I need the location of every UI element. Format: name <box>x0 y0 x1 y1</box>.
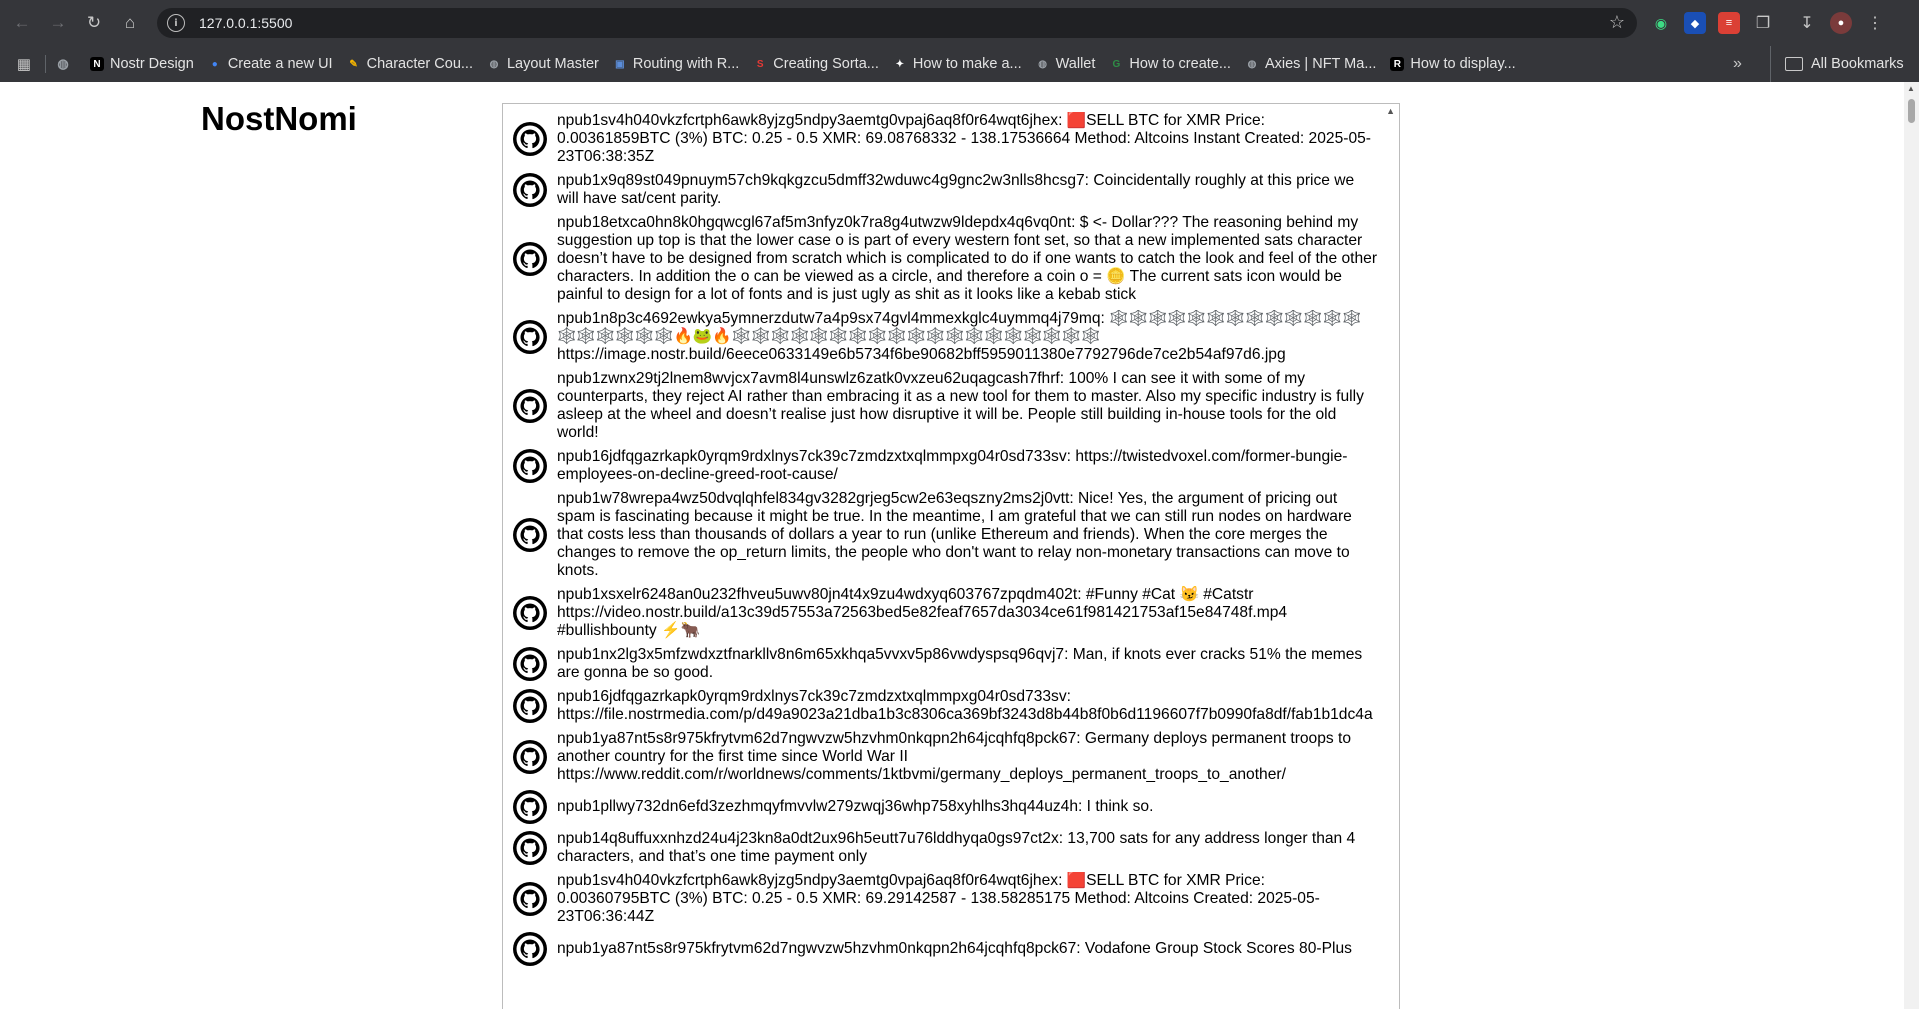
bookmark-list <box>90 56 1530 72</box>
post-text: npub18etxca0hn8k0hgqwcgl67af5m3nfyz0k7ra8g4utwzw9ldepdx4q6vq0nt: $ <- Dollar??? The reasoning behind my suggestion up top is that the lower case o is part of every western font set, so that a new implemented sats character doesn’t have to be designed from scratch which is complicated to do if one wants to catch the look and feel of the other characters. In addition the o can be viewed as a circle, and therefore a coin o = 🪙 The current sats icon would be painful to design for a lot of fonts and is just ugly as shit as it looks like a kebab stick <box>557 214 1378 303</box>
github-avatar-icon <box>513 932 547 966</box>
bookmark-label: How to display... <box>1410 56 1516 72</box>
apps-grid-icon[interactable]: ▦ <box>16 56 32 73</box>
scroll-up-arrow-icon[interactable]: ▲ <box>1907 84 1915 93</box>
post-item <box>503 872 1383 926</box>
site-info-icon[interactable]: i <box>167 14 185 32</box>
github-avatar-icon <box>513 449 547 483</box>
github-avatar-icon <box>513 518 547 552</box>
url-text[interactable]: 127.0.0.1:5500 <box>199 15 293 31</box>
back-arrow-icon[interactable]: ← <box>13 13 31 32</box>
post-text: npub1sv4h040vkzfcrtph6awk8yjzg5ndpy3aemtg0vpaj6aq8f0r64wqt6jhex: 🟥SELL BTC for XMR Price: 0.00360795BTC (3%) BTC: 0.25 - 0.5 XMR: 69.29142587 - 138.58285175 Method: Altcoins Created: 2025-05-23T06:36:44Z <box>557 872 1320 925</box>
download-icon[interactable]: ↧ <box>1800 15 1814 32</box>
notes-feed[interactable] <box>502 103 1400 1009</box>
menu-dots-icon[interactable]: ⋮ <box>1867 15 1883 32</box>
home-icon[interactable]: ⌂ <box>124 13 136 32</box>
bookmarks-bar <box>0 46 1919 82</box>
github-avatar-icon <box>513 173 547 207</box>
browser-chrome <box>0 0 1919 82</box>
bookmark-item[interactable] <box>613 56 739 72</box>
bookmark-label: How to make a... <box>912 56 1022 72</box>
github-avatar-icon <box>513 882 547 916</box>
scroll-thumb[interactable] <box>1908 99 1915 123</box>
post-item <box>503 932 1383 966</box>
bookmark-item[interactable] <box>1109 56 1231 72</box>
post-item <box>503 586 1383 640</box>
bookmark-label: Wallet <box>1055 56 1096 72</box>
post-text: npub1w78wrepa4wz50dvqlqhfel834gv3282grjeg5cw2e63eqszny2ms2j0vtt: Nice! Yes, the argument of pricing out spam is fascinating because it might be true. In the meantime, I am grateful that we can still run nodes on hardware that costs less than thousands of dollars a year to run (unlike Ethereum and friends). When the core merges the changes to remove the op_return limits, the people who don't want to relay non-monetary transactions can move to knots. <box>557 490 1352 579</box>
post-item <box>503 830 1383 866</box>
reload-icon[interactable]: ↻ <box>86 13 102 32</box>
folder-icon <box>1785 57 1803 71</box>
bookmark-label: How to create... <box>1129 56 1231 72</box>
post-text: npub14q8uffuxxnhzd24u4j23kn8a0dt2ux96h5eutt7u76lddhyqa0gs97ct2x: 13,700 sats for any address longer than 4 characters, and that’s one time payment only <box>557 830 1356 865</box>
profile-avatar[interactable]: ● <box>1830 12 1852 34</box>
bookmark-label: Axies | NFT Ma... <box>1264 56 1377 72</box>
person-icon: ✦ <box>895 58 905 70</box>
n-logo-icon: N <box>90 57 104 71</box>
color-dots-icon: ● <box>211 58 218 70</box>
globe-icon: ◍ <box>1038 58 1047 70</box>
post-item <box>503 490 1383 580</box>
post-item <box>503 172 1383 208</box>
all-bookmarks-label: All Bookmarks <box>1811 56 1904 72</box>
globe-icon: ◍ <box>1247 58 1257 70</box>
post-text: npub1n8p3c4692ewkya5ymnerzdutw7a4p9sx74gvl4mmexkglc4uymmq4j79mq: 🕸️🕸️🕸️🕸️🕸️🕸️🕸️🕸️🕸️🕸️🕸️🕸️🕸️🕸️🕸️🕸️🕸️🕸️🕸️🔥🐸🔥🕸️🕸️🕸️🕸️🕸️🕸️🕸️🕸️🕸️🕸️🕸️🕸️🕸️🕸️🕸️🕸️🕸️🕸️🕸️ https://image.nostr.build/6eece0633149e6b5734f6be90682bff5959011380e7792796de7ce2b54af97d6.jpg <box>557 310 1362 363</box>
bookmark-item[interactable] <box>487 56 599 72</box>
bookmark-label: Routing with R... <box>632 56 740 72</box>
all-bookmarks-folder[interactable] <box>1770 46 1904 82</box>
bookmarks-divider <box>45 55 46 73</box>
github-avatar-icon <box>513 647 547 681</box>
bookmark-label: Character Cou... <box>366 56 473 72</box>
todoist-extension-icon[interactable]: ≡ <box>1718 12 1740 34</box>
extensions-area <box>1650 8 1886 38</box>
post-text: npub1pllwy732dn6efd3zezhmqyfmvvlw279zwqj36whp758xyhlhs3hq44uz4h: I think so. <box>557 798 1154 815</box>
page-scrollbar[interactable] <box>1904 82 1919 1009</box>
post-item <box>503 112 1383 166</box>
feed-list <box>503 112 1383 972</box>
address-bar[interactable] <box>157 8 1637 38</box>
forward-arrow-icon[interactable]: → <box>49 13 67 32</box>
pencil-icon: ✎ <box>349 58 358 70</box>
bookmark-label: Layout Master <box>506 56 599 72</box>
r-logo-icon: R <box>1390 57 1404 71</box>
github-avatar-icon <box>513 740 547 774</box>
bookmark-item[interactable] <box>1390 56 1515 72</box>
bookmarks-overflow-icon[interactable]: » <box>1733 55 1742 72</box>
bookmark-label: Create a new UI <box>227 56 333 72</box>
post-text: npub1x9q89st049pnuym57ch9kqkgzcu5dmff32wduwc4g9gnc2w3nlls8hcsg7: Coincidentally roughly at this price we will have sat/cent parity. <box>557 172 1355 207</box>
bookmark-item[interactable] <box>90 56 194 72</box>
android-extension-icon[interactable]: ◉ <box>1654 14 1668 31</box>
post-item <box>503 646 1383 682</box>
post-item <box>503 448 1383 484</box>
post-text: npub16jdfqgazrkapk0yrqm9rdxlnys7ck39c7zmdzxtxqlmmpxg04r0sd733sv: https://file.nostrmedia.com/p/d49a9023a21dba1b3c8306ca369bf3243d8b44b8f0b6d1196607f7b0990fa8df/fab1b1dc4a <box>557 688 1373 723</box>
post-text: npub1ya87nt5s8r975kfrytvm62d7ngwvzw5hzvhm0nkqpn2h64jcqhfq8pck67: Vodafone Group Stock Scores 80-Plus <box>557 940 1352 957</box>
post-item <box>503 214 1383 304</box>
bookmark-globe[interactable] <box>56 57 76 71</box>
bookmark-item[interactable] <box>347 56 473 72</box>
github-avatar-icon <box>513 831 547 865</box>
shield-extension-icon[interactable]: ◆ <box>1684 12 1706 34</box>
post-item <box>503 310 1383 364</box>
post-item <box>503 370 1383 442</box>
post-item <box>503 730 1383 784</box>
bookmark-item[interactable] <box>753 56 879 72</box>
browser-toolbar <box>0 0 1919 46</box>
globe-icon: ◍ <box>57 56 69 71</box>
bookmark-star-icon[interactable]: ☆ <box>1608 12 1625 32</box>
github-avatar-icon <box>513 242 547 276</box>
bookmark-item[interactable] <box>1245 56 1376 72</box>
bookmark-item[interactable] <box>893 56 1022 72</box>
github-avatar-icon <box>513 320 547 354</box>
post-text: npub1nx2lg3x5mfzwdxztfnarkllv8n6m65xkhqa5vvxv5p86vwdyspsq96qvj7: Man, if knots ever cracks 51% the memes are gonna be so good. <box>557 646 1363 681</box>
page-icon: ▣ <box>615 58 625 70</box>
bookmark-label: Creating Sorta... <box>773 56 879 72</box>
feed-scroll-up-icon[interactable]: ▲ <box>1386 106 1395 116</box>
github-avatar-icon <box>513 389 547 423</box>
github-avatar-icon <box>513 689 547 723</box>
bookmark-label: Nostr Design <box>110 56 194 72</box>
page-title: NostNomi <box>201 100 357 137</box>
globe-icon: ◍ <box>489 58 499 70</box>
post-text: npub1sv4h040vkzfcrtph6awk8yjzg5ndpy3aemtg0vpaj6aq8f0r64wqt6jhex: 🟥SELL BTC for XMR Price: 0.00361859BTC (3%) BTC: 0.25 - 0.5 XMR: 69.08768332 - 138.17536664 Method: Altcoins Instant Created: 2025-05-23T06:38:35Z <box>557 112 1371 165</box>
post-text: npub1xsxelr6248an0u232fhveu5uwv80jn4t4x9zu4wdxyq603767zpqdm402t: #Funny #Cat 😼 #Catstr https://video.nostr.build/a13c39d57553a72563bed5e82feaf7657da3034ce61f981421753af15e84748f.mp4 #bullishbounty ⚡🐂 <box>557 586 1288 639</box>
post-item <box>503 688 1383 724</box>
bookmark-item[interactable] <box>1036 56 1096 72</box>
github-avatar-icon <box>513 122 547 156</box>
github-avatar-icon <box>513 790 547 824</box>
post-text: npub1ya87nt5s8r975kfrytvm62d7ngwvzw5hzvhm0nkqpn2h64jcqhfq8pck67: Germany deploys permanent troops to another country for the first time since World War II https://www.reddit.com/r/worldnews/comments/1ktbvmi/germany_deploys_permanent_troops_to_another/ <box>557 730 1352 783</box>
s-logo-icon: S <box>756 58 764 70</box>
post-text: npub16jdfqgazrkapk0yrqm9rdxlnys7ck39c7zmdzxtxqlmmpxg04r0sd733sv: https://twistedvoxel.com/former-bungie-employees-on-decline-greed-root-cause/ <box>557 448 1348 483</box>
post-text: npub1zwnx29tj2lnem8wvjcx7avm8l4unswlz6zatk0vxzeu62uqagcash7fhrf: 100% I can see it with some of my counterparts, they reject AI rather than embracing it as a new tool for them to master. Also my specific industry is fully asleep at the wheel and doesn’t realise just how disruptive it will be. People still building in-house tools for the old world! <box>557 370 1364 441</box>
bookmark-item[interactable] <box>208 56 333 72</box>
post-item <box>503 790 1383 824</box>
github-avatar-icon <box>513 596 547 630</box>
puzzle-extensions-icon[interactable]: ❐ <box>1755 15 1771 32</box>
gfg-logo-icon: G <box>1112 58 1121 70</box>
